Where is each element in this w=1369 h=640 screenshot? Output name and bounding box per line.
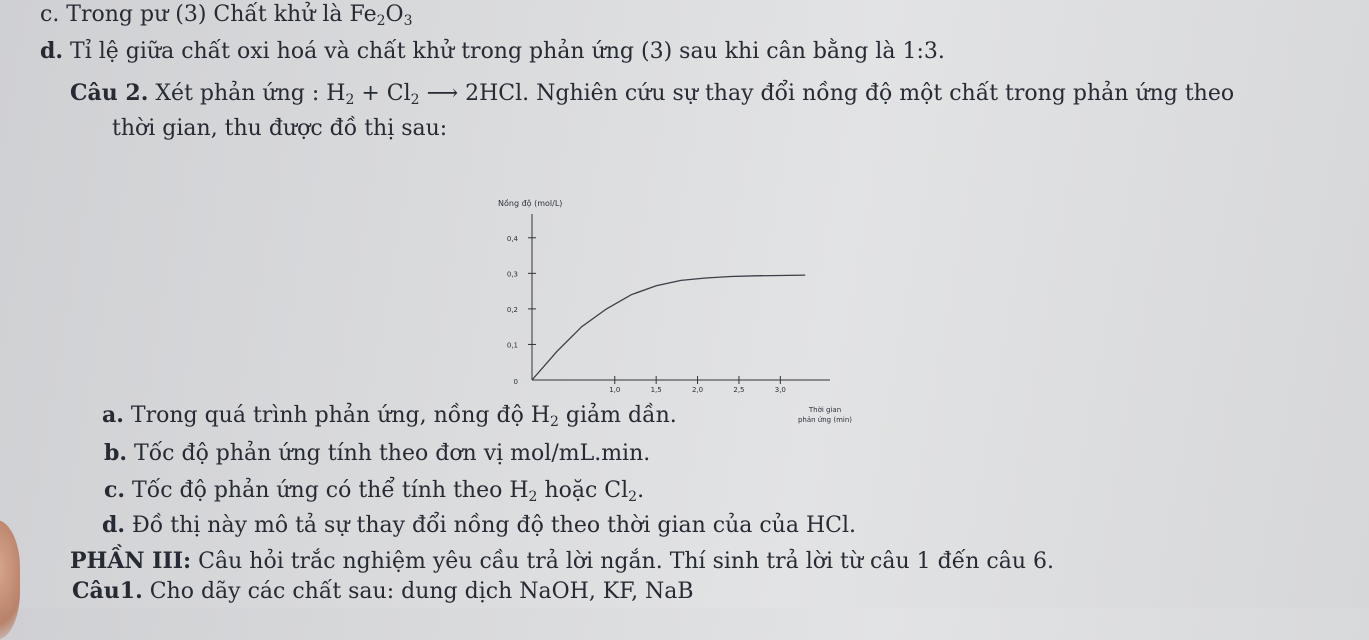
formula-sub: 2: [628, 489, 638, 505]
question-2-text: ⟶ 2HCl. Nghiên cứu sự thay đổi nồng độ một chất trong phản ứng theo: [419, 81, 1235, 106]
option-a-label: a.: [102, 402, 124, 428]
formula-sub: 2: [376, 13, 386, 29]
option-d: [102, 512, 856, 539]
question-1-line: [72, 578, 694, 605]
question-1-label: Câu1.: [72, 578, 143, 604]
x-tick-label: 3,0: [774, 386, 786, 394]
y-axis-label: Nồng độ (mol/L): [498, 199, 563, 208]
chart-series: [532, 275, 805, 380]
y-tick-label: 0,2: [506, 305, 518, 314]
item-c-line: [40, 2, 413, 28]
concentration-curve: [532, 275, 805, 380]
option-d-label: d.: [102, 512, 126, 538]
formula-fe: Fe: [349, 2, 377, 27]
finger-shadow: [0, 520, 20, 640]
option-b-text: Tốc độ phản ứng tính theo đơn vị mol/mL.min.: [127, 441, 651, 466]
option-a-text: Trong quá trình phản ứng, nồng độ H: [123, 403, 550, 428]
formula-sub: 3: [403, 13, 413, 29]
formula-sub: 2: [528, 489, 538, 505]
formula-sub: 2: [345, 92, 355, 108]
item-d-line: [40, 38, 945, 65]
formula-sub: 2: [550, 414, 559, 430]
x-axis-label-line2: phản ứng (min): [797, 416, 853, 424]
option-c-text: hoặc Cl: [537, 478, 629, 503]
chart-labels: [498, 198, 852, 424]
option-b-label: b.: [104, 440, 128, 466]
option-b: [104, 440, 650, 467]
formula-o: O: [385, 2, 404, 27]
part-3-label: PHẦN III:: [70, 548, 192, 574]
option-d-text: Đồ thị này mô tả sự thay đổi nồng độ theo thời gian của của HCl.: [125, 513, 857, 538]
question-2-line1: [70, 80, 1234, 107]
part-3-text: Câu hỏi trắc nghiệm yêu cầu trả lời ngắn. Thí sinh trả lời từ câu 1 đến câu 6.: [191, 549, 1054, 574]
y-tick-label: 0,4: [506, 234, 518, 243]
option-a: [102, 402, 677, 429]
chart-ticks: [507, 235, 786, 394]
question-2-line2: [112, 116, 447, 142]
part-3-heading: [70, 548, 1054, 575]
question-2-text: Xét phản ứng : H: [148, 81, 346, 106]
concentration-chart: [480, 190, 880, 430]
question-1-text: Cho dãy các chất sau: dung dịch NaOH, KF, NaB: [142, 579, 694, 604]
option-c-label: c.: [104, 477, 126, 503]
item-c-text: c. Trong pư (3) Chất khử là: [40, 2, 350, 27]
x-tick-label: 1,5: [650, 386, 662, 394]
y-tick-label: 0,1: [506, 341, 518, 350]
item-d-text: Tỉ lệ giữa chất oxi hoá và chất khử trong phản ứng (3) sau khi cân bằng là 1:3.: [63, 39, 945, 64]
x-tick-label: 1,0: [609, 386, 621, 394]
x-tick-label: 2,5: [733, 386, 745, 394]
origin-label: 0: [513, 378, 518, 386]
question-2-label: Câu 2.: [70, 80, 149, 106]
x-axis-label-line1: Thời gian: [808, 406, 842, 414]
question-2-text: thời gian, thu được đồ thị sau:: [112, 116, 448, 141]
option-c: [104, 477, 644, 504]
option-c-text: Tốc độ phản ứng có thể tính theo H: [125, 478, 529, 503]
item-d-label: d.: [40, 38, 64, 64]
option-c-text: .: [637, 478, 645, 503]
option-a-text: giảm dần.: [558, 403, 677, 428]
x-tick-label: 2,0: [691, 386, 704, 394]
y-tick-label: 0,3: [506, 270, 518, 279]
chart-axes: [532, 214, 830, 380]
question-2-text: + Cl: [354, 81, 411, 106]
formula-sub: 2: [410, 92, 420, 108]
